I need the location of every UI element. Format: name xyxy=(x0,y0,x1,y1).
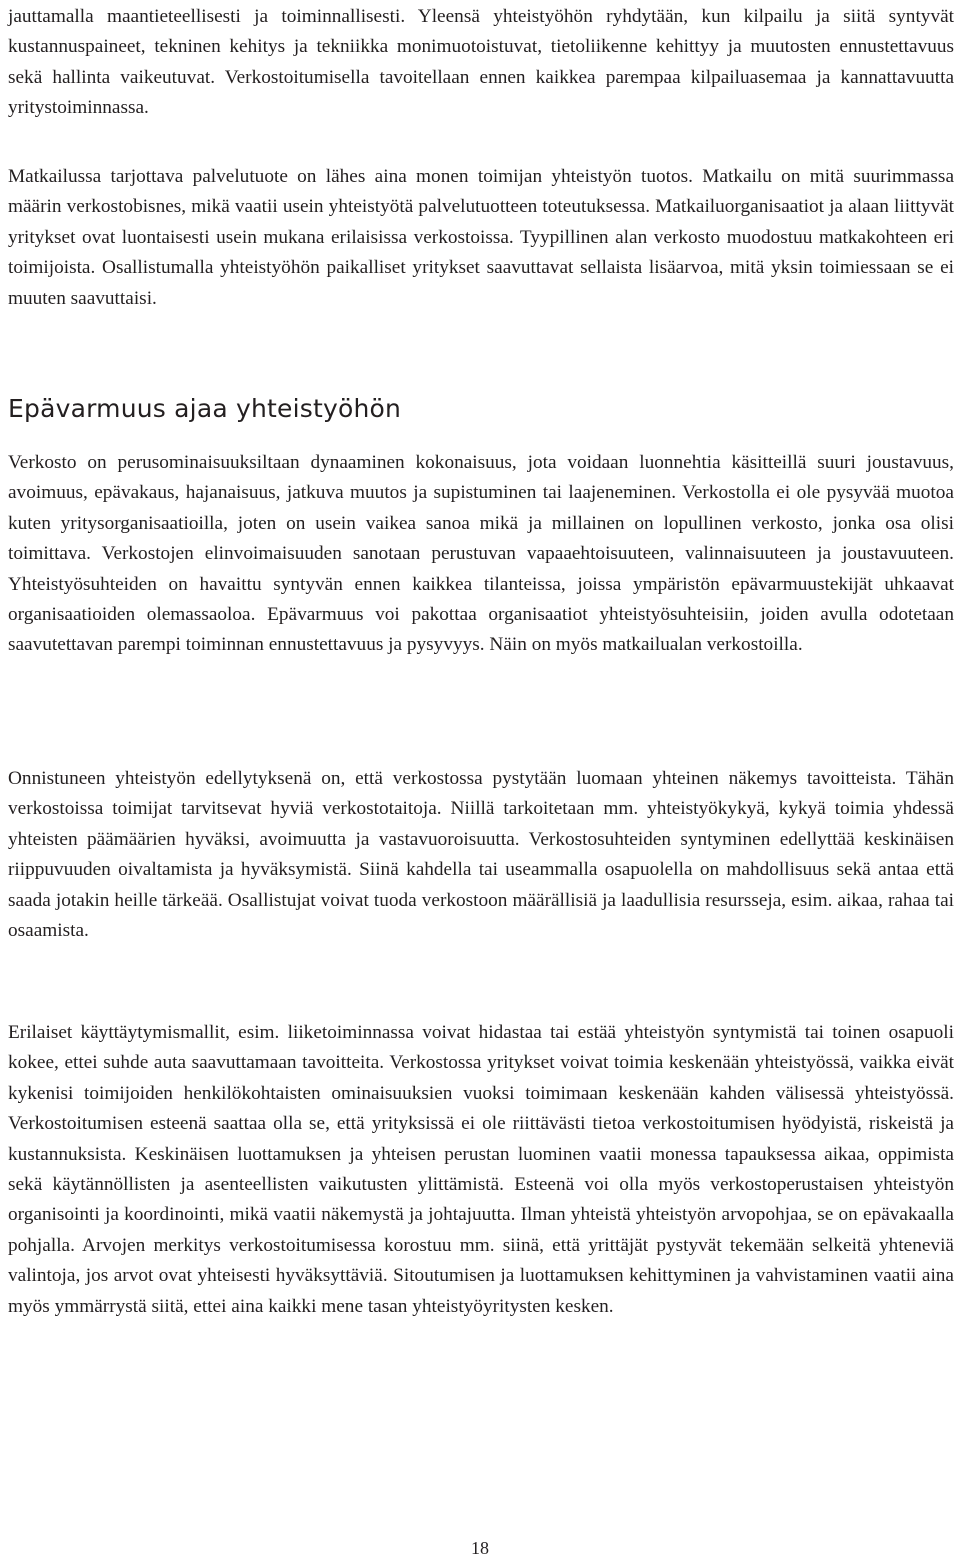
page-number: 18 xyxy=(471,1538,489,1558)
body-paragraph: Matkailussa tarjottava palvelutuote on lähes aina monen toimijan yhteistyön tuotos. Matkailu on mitä suurimmassa määrin verkostobisnes, mikä vaatii usein yhteistyötä palvelutuotteen toteutuksessa. Matkailuorganisaatiot ja alaan liittyvät yritykset ovat luontaisesti usein mukana erilaisissa verkostoissa. Tyypillinen alan verkosto muodostuu matkakohteen eri toimijoista. Osallistumalla yhteistyöhön paikalliset yritykset saavuttavat sellaista lisäarvoa, mitä yksin toimiessaan se ei muuten saavuttaisi. xyxy=(8,166,954,309)
body-paragraph: Erilaiset käyttäytymismallit, esim. liiketoiminnassa voivat hidastaa tai estää yhteistyön syntymistä tai toinen osapuoli kokee, ettei suhde auta saavuttamaan tavoitteita. Verkostossa yritykset voivat toimia keskenään yhteistyössä, vaikka eivät kykenisi toimijoiden henkilökohtaisten ominaisuuksien vuoksi toimimaan keskenään kahden välisessä yhteistyössä. Verkostoitumisen esteenä saattaa olla se, että yrityksissä ei ole riittävästi tietoa verkostoitumisen hyödyistä, riskeistä ja kustannuksista. Keskinäisen luottamuksen ja yhteisen perustan luominen vaatii monessa tapauksessa aikaa, oppimista sekä käytännöllisten ja asenteellisten vaikutusten ylittämistä. Esteenä voi olla myös verkostoperustaisen yhteistyön organisointi ja koordinointi, mikä vaatii näkemystä ja johtajuutta. Ilman yhteistä yhteistyön arvopohjaa, se on epävakaalla pohjalla. Arvojen merkitys verkostoitumisessa korostuu mm. siinä, että yrittäjät pystyvät tekemään selkeitä yhteneviä valintoja, jos arvot ovat yhteisesti hyväksyttäviä. Sitoutumisen ja luottamuksen kehittyminen ja vahvistaminen vaatii aina myös ymmärrystä siitä, ettei aina kaikki mene tasan yhteistyöyritysten kesken. xyxy=(8,1022,954,1317)
body-paragraph: jauttamalla maantieteellisesti ja toiminnallisesti. Yleensä yhteistyöhön ryhdytään, kun kilpailu ja siitä syntyvät kustannuspaineet, tekninen kehitys ja tekniikka monimuotoistuvat, tietoliikenne kehittyy ja muutosten ennustettavuus sekä hallinta vaikeutuvat. Verkostoitumisella tavoitellaan ennen kaikkea parempaa kilpailuasemaa ja kannattavuutta yritystoiminnassa. xyxy=(8,6,954,119)
body-paragraph: Verkosto on perusominaisuuksiltaan dynaaminen kokonaisuus, jota voidaan luonnehtia käsitteillä suuri joustavuus, avoimuus, epävakaus, hajanaisuus, jatkuva muutos ja supistuminen tai laajeneminen. Verkostolla ei ole pysyvää muotoa kuten yritysorganisaatioilla, joten on usein vaikea sanoa mikä ja millainen on lopullinen verkosto, jonka osa olisi toimittava. Verkostojen elinvoimaisuuden sanotaan perustuvan vapaaehtoisuuteen, valinnaisuuteen ja joustavuuteen. Yhteistyösuhteiden on havaittu syntyvän ennen kaikkea tilanteissa, joissa ympäristön epävarmuustekijät uhkaavat organisaatioiden olemassaoloa. Epävarmuus voi pakottaa organisaatiot yhteistyösuhteisiin, joiden avulla odotetaan saavutettavan parempi toiminnan ennustettavuus ja pysyvyys. Näin on myös matkailualan verkostoilla. xyxy=(8,452,954,656)
section-heading: Epävarmuus ajaa yhteistyöhön xyxy=(8,394,402,423)
body-paragraph: Onnistuneen yhteistyön edellytyksenä on, että verkostossa pystytään luomaan yhteinen näkemys tavoitteista. Tähän verkostoissa toimijat tarvitsevat hyviä verkostotaitoja. Niillä tarkoitetaan mm. yhteistyökykyä, kykyä toimia yhdessä yhteisten päämäärien hyväksi, avoimuutta ja vastavuoroisuutta. Verkostosuhteiden syntyminen edellyttää keskinäisen riippuvuuden oivaltamista ja hyväksymistä. Siinä kahdella tai useammalla osapuolella on mahdollisuus sekä antaa että saada jotakin heille tärkeää. Osallistujat voivat tuoda verkostoon määrällisiä ja laadullisia resursseja, esim. aikaa, rahaa tai osaamista. xyxy=(8,768,954,942)
